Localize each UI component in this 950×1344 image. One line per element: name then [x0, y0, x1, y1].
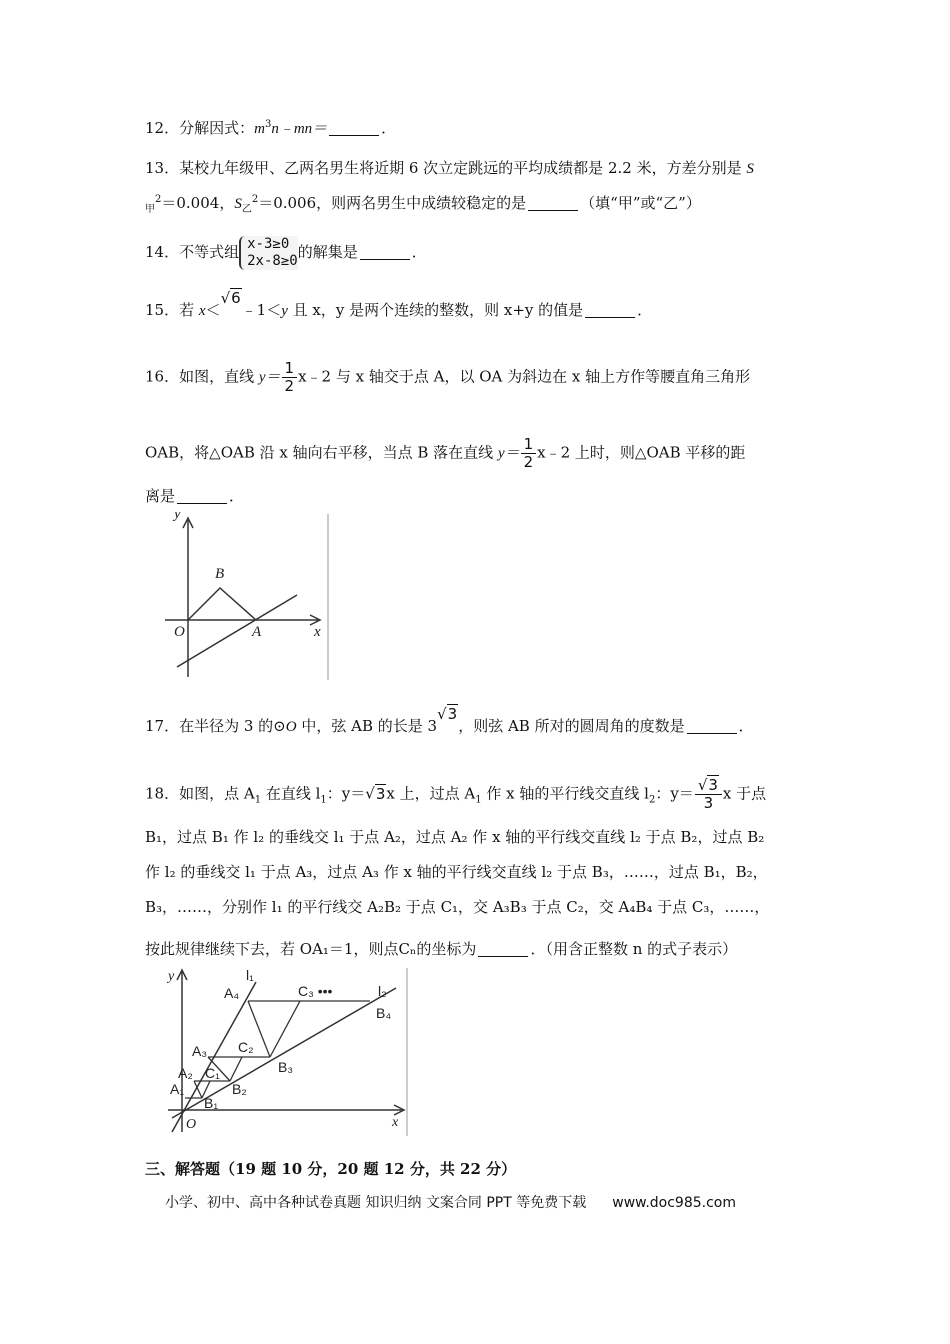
answer-blank — [478, 942, 528, 957]
label-o: O — [186, 1117, 197, 1132]
label-b4: B₄ — [376, 1005, 392, 1021]
label-b: B — [215, 566, 225, 582]
label-x: x — [392, 1115, 399, 1130]
label-a3: A₃ — [192, 1043, 208, 1059]
question-18-line-4: B₃，……，分别作 l₁ 的平行线交 A₂B₂ 于点 C₁，交 A₃B₃ 于点 C₂，交 A₄B₄ 于点 C₃，……， — [145, 898, 770, 916]
label-c3: C₃ ••• — [298, 983, 333, 999]
question-15: 15．若 x＜√6﹣1＜y 且 x，y 是两个连续的整数，则 x+y 的值是 ． — [145, 289, 653, 319]
footer-url[interactable]: www.doc985.com — [612, 1195, 736, 1211]
line-y-half-x-minus-2 — [177, 595, 297, 667]
label-a2: A₂ — [178, 1065, 193, 1081]
answer-blank — [177, 489, 227, 504]
question-18-line-2: B₁，过点 B₁ 作 l₂ 的垂线交 l₁ 于点 A₂，过点 A₂ 作 x 轴的平行线交直线 l₂ 于点 B₂，过点 B₂ — [145, 828, 765, 846]
sqrt-6: √6 — [220, 289, 241, 307]
question-12: 12．分解因式：$m^3n﹣mn=$ ． — [145, 119, 397, 137]
label-a1: A₁ — [170, 1081, 185, 1097]
question-16-line-2: OAB，将△OAB 沿 x 轴向右平移，当点 B 落在直线 y＝ $\frac{1}{2}$ x﹣2 上时，则△OAB 平移的距 — [145, 435, 746, 471]
fraction-one-half: $\frac{1}{2}$ — [521, 436, 537, 471]
answer-blank — [528, 196, 578, 211]
answer-blank — [329, 121, 379, 136]
question-17: 17．在半径为 3 的⊙O 中，弦 AB 的长是 3√3，则弦 AB 所对的圆周角的度数是 ． — [145, 705, 754, 735]
label-b1: B₁ — [204, 1095, 219, 1111]
question-16-line-3: 离是 ． — [145, 487, 245, 505]
label-o: O — [174, 624, 185, 640]
label-y: y — [174, 512, 181, 522]
footer-text: 小学、初中、高中各种试卷真题 知识归纳 文案合同 PPT 等免费下载 — [165, 1195, 587, 1211]
question-16-line-1: 16．如图，直线 y＝ $\frac{1}{2}$ x﹣2 与 x 轴交于点 A，以 OA 为斜边在 x 轴上方作等腰直角三角形 — [145, 359, 751, 395]
label-c1: C₁ — [205, 1065, 220, 1081]
answer-blank — [585, 303, 635, 318]
question-13-line-2: $_甲^2$＝0.004，$S_乙^2=0.006$，则两名男生中成绩较稳定的是 （填“甲”或“乙”） — [145, 194, 701, 215]
answer-blank — [687, 719, 737, 734]
inequality-system: x-3≥0 2x-8≥0 — [239, 236, 298, 270]
footer — [165, 1192, 736, 1212]
label-y: y — [168, 969, 175, 984]
label-l1: l₁ — [246, 967, 254, 983]
fraction-sqrt3-over-3: $\frac{√3}{3}$ — [695, 777, 722, 812]
label-a: A — [252, 624, 262, 640]
question-14: 14．不等式组 x-3≥0 2x-8≥0 的解集是 ． — [145, 236, 427, 269]
label-x: x — [314, 624, 321, 640]
label-c2: C₂ — [238, 1039, 254, 1055]
sqrt-3: √3 — [365, 784, 386, 803]
section-heading-3: 三、解答题（19 题 10 分，20 题 12 分，共 22 分） — [145, 1160, 517, 1178]
question-13-line-1: 13．某校九年级甲、乙两名男生将近期 6 次立定跳远的平均成绩都是 2.2 米，方差分别是 S — [145, 159, 754, 177]
triangle-oab — [188, 588, 256, 620]
label-b2: B₂ — [232, 1081, 247, 1097]
question-18-line-3: 作 l₂ 的垂线交 l₁ 于点 A₃，过点 A₃ 作 x 轴的平行线交直线 l₂ 于点 B₃，……，过点 B₁，B₂， — [145, 863, 768, 881]
sqrt-3: √3 — [437, 705, 458, 723]
question-18-line-1: 18．如图，点 $A_1$ 在直线 $l_1$：y＝√3x 上，过点 $A_1$ 作 x 轴的平行线交直线 $l_2$：y＝ $\frac{√3}{3}$ x 于点 — [145, 776, 767, 812]
label-a4: A₄ — [224, 985, 240, 1001]
fraction-one-half: $\frac{1}{2}$ — [282, 360, 298, 395]
label-l2: l₂ — [378, 983, 387, 999]
figure-q18 — [160, 966, 410, 1142]
answer-blank — [360, 245, 410, 260]
figure-q16 — [160, 512, 335, 688]
question-18-line-5: 按此规律继续下去，若 OA₁＝1，则点Cₙ的坐标为 ．（用含正整数 n 的式子表示） — [145, 940, 738, 958]
label-b3: B₃ — [278, 1059, 294, 1075]
